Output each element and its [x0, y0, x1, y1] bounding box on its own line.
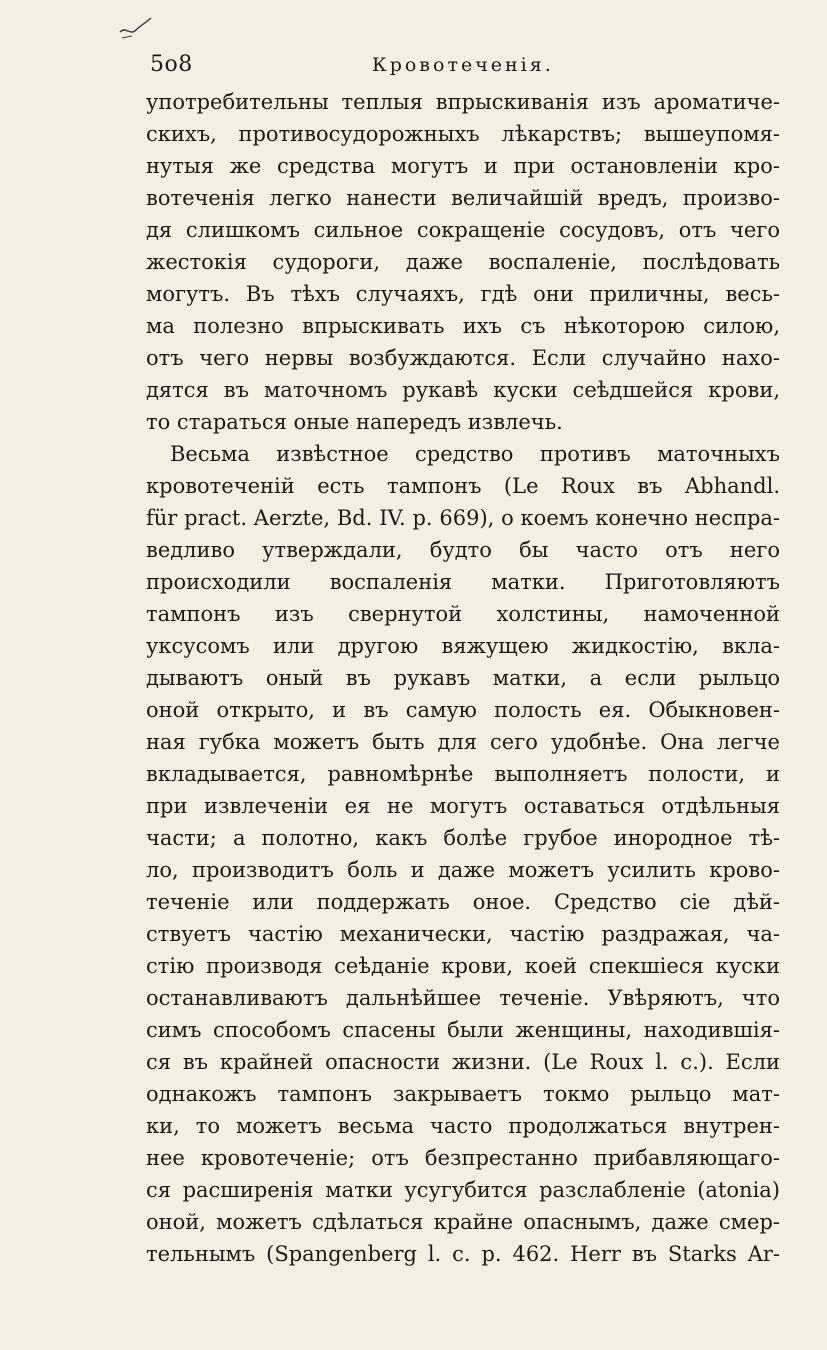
text-line: скихъ, противосудорожныхъ лѣкарствъ; вышеупомя- — [146, 122, 780, 146]
text-line: ло, производитъ боль и даже можетъ усилить крово- — [146, 858, 780, 882]
text-line: симъ способомъ спасены были женщины, находившія- — [146, 1018, 780, 1042]
text-line: ведливо утверждали, будто бы часто отъ него — [146, 538, 780, 562]
text-line: могутъ. Въ тѣхъ случаяхъ, гдѣ они приличны, весь- — [146, 282, 780, 306]
text-line: für pract. Aerzte, Bd. IV. p. 669), о коемъ конечно неспра- — [146, 506, 780, 530]
text-line: тельнымъ (Spangenberg l. c. p. 462. Herr въ Starks Ar- — [146, 1242, 780, 1266]
text-line: ствуетъ частію механически, частію раздражая, ча- — [146, 922, 780, 946]
text-line: нее кровотеченіе; отъ безпрестанно прибавляющаго- — [146, 1146, 780, 1170]
text-line: употребительны теплыя впрыскиванія изъ ароматиче- — [146, 90, 780, 114]
running-title: Кровотеченія. — [372, 54, 554, 76]
text-line: ная губка можетъ быть для сего удобнѣе. Она легче — [146, 730, 780, 754]
text-line: стію производя сеѣданіе крови, коей спекшіеся куски — [146, 954, 780, 978]
text-line: то стараться оные напередъ извлечь. — [146, 410, 563, 434]
text-line: нутыя же средства могутъ и при остановленіи кро- — [146, 154, 780, 178]
text-line: Весьма извѣстное средство противъ маточныхъ — [170, 442, 780, 466]
text-line: дя слишкомъ сильное сокращеніе сосудовъ, отъ чего — [146, 218, 780, 242]
text-line: кровотеченій есть тампонъ (Le Roux въ Abhandl. — [146, 474, 780, 498]
text-line: ки, то можетъ весьма часто продолжаться внутрен- — [146, 1114, 780, 1138]
text-line: ся расширенія матки усугубится разслабленіе (atonia) — [146, 1178, 780, 1202]
text-line: останавливаютъ дальнѣйшее теченіе. Увѣряютъ, что — [146, 986, 780, 1010]
text-line: вотеченія легко нанести величайшій вредъ, произво- — [146, 186, 780, 210]
text-line: при извлеченіи ея не могутъ оставаться отдѣльныя — [146, 794, 780, 818]
text-line: ма полезно впрыскивать ихъ съ нѣкоторою силою, — [146, 314, 780, 338]
text-line: жестокія судороги, даже воспаленіе, послѣдовать — [146, 250, 780, 274]
text-line: оной, можетъ сдѣлаться крайне опаснымъ, даже смер- — [146, 1210, 780, 1234]
text-line: оной открыто, и въ самую полость ея. Обыкновен- — [146, 698, 780, 722]
text-line: части; а полотно, какъ болѣе грубое инородное тѣ- — [146, 826, 780, 850]
text-line: отъ чего нервы возбуждаются. Если случайно нахо- — [146, 346, 780, 370]
text-line: тампонъ изъ свернутой холстины, намоченной — [146, 602, 780, 626]
page-header — [150, 52, 650, 84]
page-number: 5о8 — [150, 52, 193, 77]
text-line: однакожъ тампонъ закрываетъ токмо рыльцо мат- — [146, 1082, 780, 1106]
pen-mark-icon — [118, 16, 154, 40]
text-line: уксусомъ или другою вяжущею жидкостію, вкла- — [146, 634, 780, 658]
text-line: дываютъ оный въ рукавъ матки, а если рыльцо — [146, 666, 780, 690]
text-line: дятся въ маточномъ рукавѣ куски сеѣдшейся крови, — [146, 378, 780, 402]
text-line: происходили воспаленія матки. Приготовляютъ — [146, 570, 780, 594]
text-line: теченіе или поддержать оное. Средство сіе дѣй- — [146, 890, 780, 914]
text-line: ся въ крайней опасности жизни. (Le Roux l. c.). Если — [146, 1050, 780, 1074]
text-line: вкладывается, равномѣрнѣе выполняетъ полости, и — [146, 762, 780, 786]
